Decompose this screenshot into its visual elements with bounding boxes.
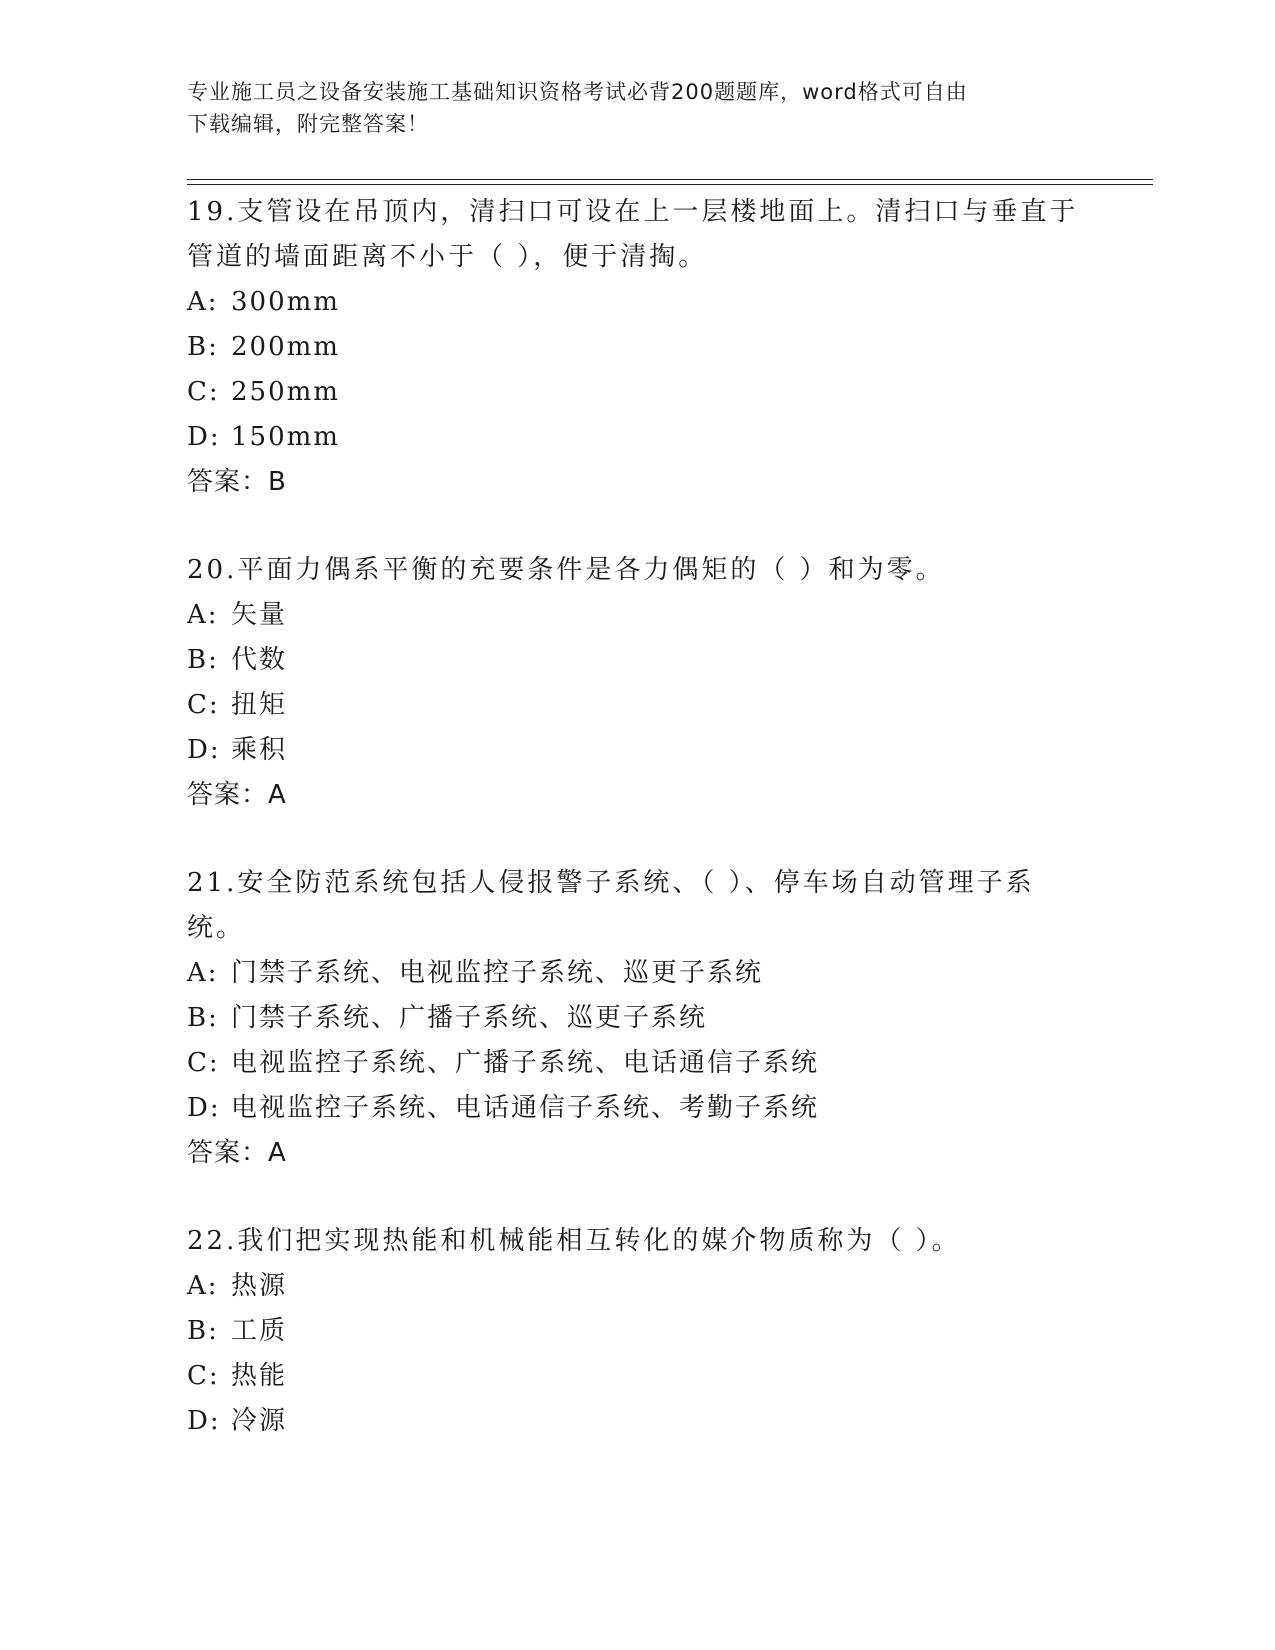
header-divider-bottom [187,184,1153,185]
question-list [187,190,1087,1487]
option-letter: A: [187,600,219,630]
question-20 [187,548,1087,818]
answer-line: 答案：A [187,780,287,810]
option-text: 门禁子系统、电视监控子系统、巡更子系统 [231,958,764,988]
option-letter: D: [187,735,221,765]
option-b [187,996,1087,1041]
option-letter: A: [187,1271,219,1301]
question-stem: 21.安全防范系统包括人侵报警子系统、（ ）、停车场自动管理子系统。 [187,868,1035,943]
option-text: 电视监控子系统、广播子系统、电话通信子系统 [231,1048,820,1078]
question-21 [187,861,1087,1176]
option-text: 门禁子系统、广播子系统、巡更子系统 [231,1003,708,1033]
header-divider-top [187,179,1153,180]
answer-line: 答案：A [187,1138,287,1168]
option-c [187,370,1087,415]
option-d [187,1399,1087,1444]
option-letter: C: [187,377,220,407]
option-letter: D: [187,1093,221,1123]
option-text: 矢量 [231,600,288,630]
header-line-1: 专业施工员之设备安装施工基础知识资格考试必背200题题库，word格式可自由 [187,80,968,104]
option-c [187,683,1087,728]
option-text: 热源 [231,1271,288,1301]
option-text: 200mm [231,332,340,362]
answer-line: 答案：B [187,467,287,497]
option-letter: A: [187,958,219,988]
option-a [187,593,1087,638]
option-text: 300mm [231,287,340,317]
option-letter: C: [187,690,220,720]
option-b [187,325,1087,370]
option-b [187,638,1087,683]
option-text: 扭矩 [231,690,288,720]
header-line-2: 下载编辑，附完整答案！ [187,112,429,136]
option-text: 乘积 [231,735,288,765]
option-letter: A: [187,287,219,317]
question-stem: 22.我们把实现热能和机械能相互转化的媒介物质称为（ ）。 [187,1226,961,1256]
option-text: 代数 [231,645,288,675]
option-d [187,1086,1087,1131]
option-d [187,415,1087,460]
option-letter: D: [187,1406,221,1436]
option-d [187,728,1087,773]
option-text: 冷源 [231,1406,288,1436]
option-a [187,951,1087,996]
option-text: 热能 [231,1361,288,1391]
option-text: 工质 [231,1316,288,1346]
option-c [187,1354,1087,1399]
option-b [187,1309,1087,1354]
question-22 [187,1219,1087,1444]
option-letter: B: [187,645,219,675]
option-letter: C: [187,1048,220,1078]
question-stem: 19.支管设在吊顶内，清扫口可设在上一层楼地面上。清扫口与垂直于管道的墙面距离不小于（ ），便于清掏。 [187,197,1079,272]
option-letter: C: [187,1361,220,1391]
option-letter: B: [187,1003,219,1033]
option-text: 150mm [231,422,340,452]
option-letter: D: [187,422,221,452]
option-text: 250mm [231,377,340,407]
option-c [187,1041,1087,1086]
option-text: 电视监控子系统、电话通信子系统、考勤子系统 [231,1093,820,1123]
option-letter: B: [187,332,219,362]
document-header [187,76,1087,140]
question-19 [187,190,1087,505]
question-stem: 20.平面力偶系平衡的充要条件是各力偶矩的（ ）和为零。 [187,555,945,585]
option-letter: B: [187,1316,219,1346]
option-a [187,280,1087,325]
option-a [187,1264,1087,1309]
